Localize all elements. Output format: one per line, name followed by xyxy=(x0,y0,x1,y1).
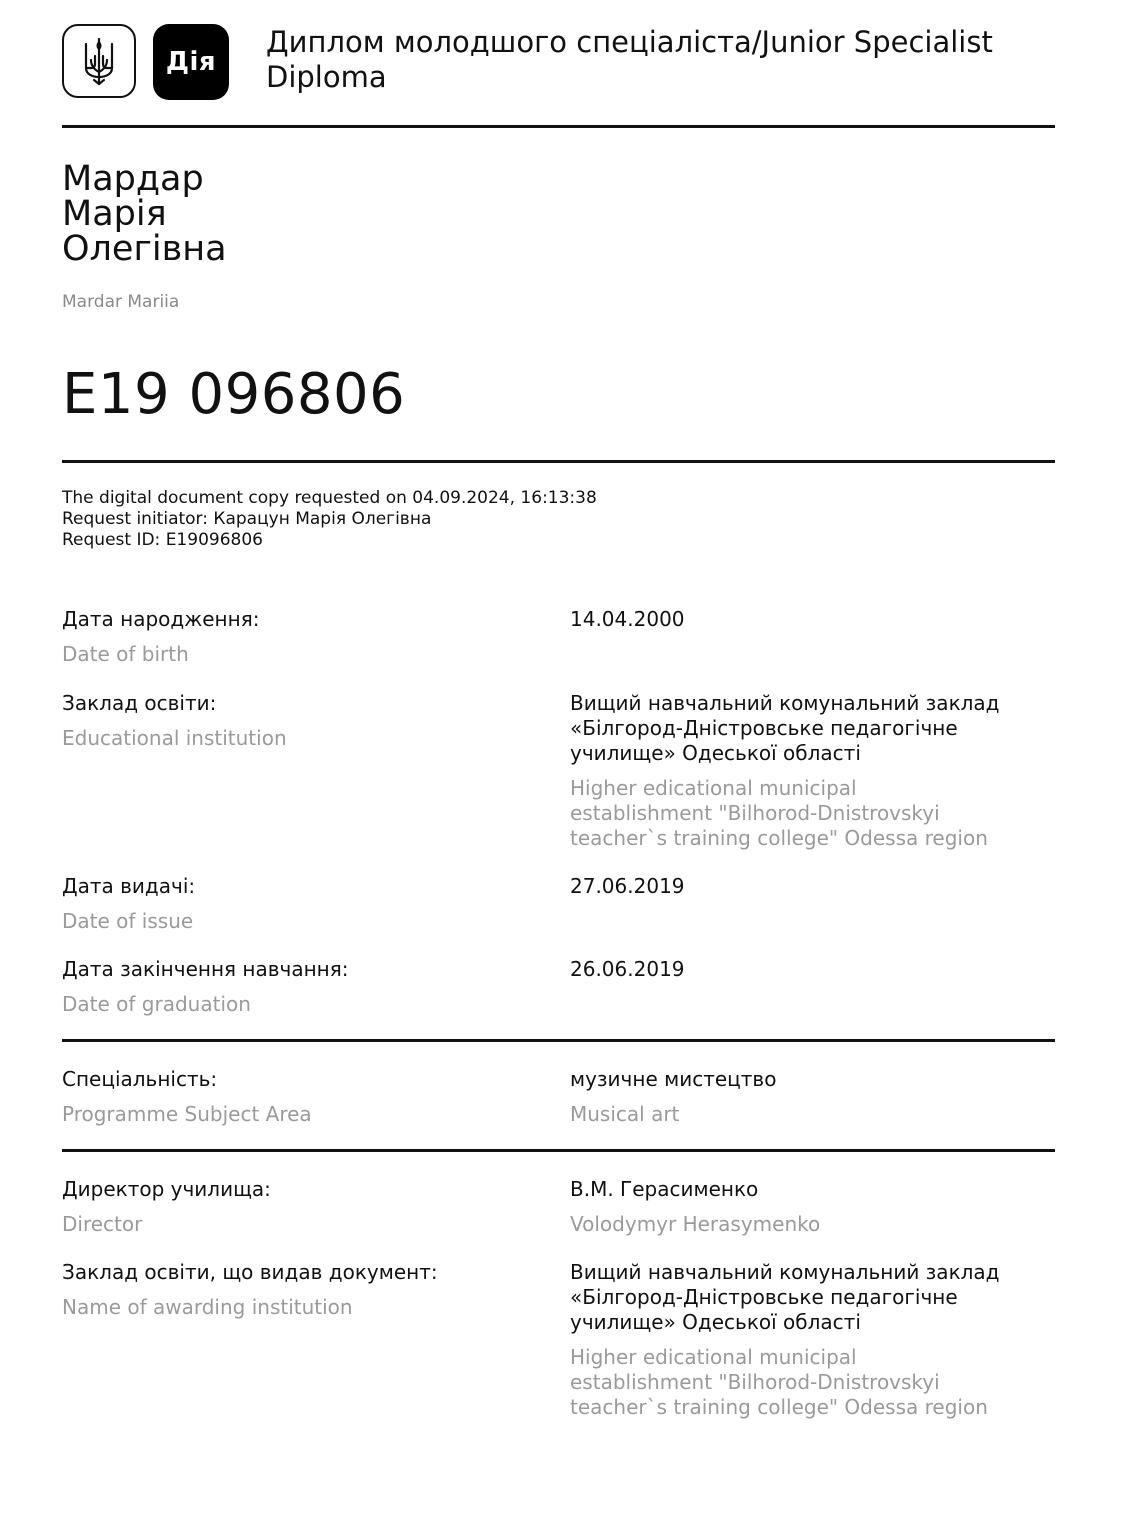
document-title-line2: Diploma xyxy=(266,60,387,94)
request-id: Request ID: E19096806 xyxy=(62,530,263,550)
request-date: The digital document copy requested on 04.09.2024, 16:13:38 xyxy=(62,488,597,508)
document-header xyxy=(62,24,1055,102)
value-line: Higher edicational municipal xyxy=(570,1345,857,1369)
field-date-of-graduation xyxy=(62,957,1055,1027)
value-line: «Білгород-Дністровське педагогічне xyxy=(570,716,958,740)
trident-icon xyxy=(62,24,136,98)
value-line: училище» Одеської області xyxy=(570,1310,861,1334)
field-awarding-institution xyxy=(62,1260,1055,1430)
field-date-of-issue xyxy=(62,874,1055,944)
holder-patronymic: Олегівна xyxy=(62,229,227,269)
value-line: «Білгород-Дністровське педагогічне xyxy=(570,1285,958,1309)
field-value: музичне мистецтво xyxy=(570,1067,777,1091)
field-value-en: Volodymyr Herasymenko xyxy=(570,1212,821,1236)
holder-name xyxy=(62,159,227,269)
value-line: establishment "Bilhorod-Dnistrovskyi xyxy=(570,801,940,825)
field-label-en: Date of issue xyxy=(62,909,194,933)
field-label: Спеціальність: xyxy=(62,1067,218,1091)
field-value xyxy=(570,691,1055,766)
number-divider xyxy=(62,460,1055,463)
document-number: E19 096806 xyxy=(62,362,406,427)
request-initiator: Request initiator: Карацун Марія Олегівна xyxy=(62,509,432,529)
field-value: В.М. Герасименко xyxy=(570,1177,759,1201)
holder-name-latin: Mardar Mariia xyxy=(62,292,180,312)
field-value: 27.06.2019 xyxy=(570,874,685,898)
value-line: Вищий навчальний комунальний заклад xyxy=(570,1260,1000,1284)
document-title-line1: Диплом молодшого спеціаліста/Junior Specialist xyxy=(266,25,993,59)
field-date-of-birth xyxy=(62,607,1055,677)
value-line: establishment "Bilhorod-Dnistrovskyi xyxy=(570,1370,940,1394)
field-label-en: Date of graduation xyxy=(62,992,251,1016)
field-label-en: Name of awarding institution xyxy=(62,1295,353,1319)
field-value: 14.04.2000 xyxy=(570,607,685,631)
field-label: Дата народження: xyxy=(62,607,260,631)
document-title xyxy=(266,25,1066,95)
holder-surname: Мардар xyxy=(62,159,204,199)
request-info xyxy=(62,488,597,551)
value-line: teacher`s training college" Odessa region xyxy=(570,1395,988,1419)
header-divider xyxy=(62,125,1055,128)
holder-given-name: Марія xyxy=(62,194,167,234)
field-label: Дата видачі: xyxy=(62,874,196,898)
field-label: Заклад освіти: xyxy=(62,691,217,715)
field-label: Дата закінчення навчання: xyxy=(62,957,349,981)
value-line: Вищий навчальний комунальний заклад xyxy=(570,691,1000,715)
field-educational-institution xyxy=(62,691,1055,861)
field-label: Заклад освіти, що видав документ: xyxy=(62,1260,438,1284)
field-label-en: Date of birth xyxy=(62,642,189,666)
field-value-en xyxy=(570,776,1055,851)
field-value xyxy=(570,1260,1055,1335)
field-label-en: Educational institution xyxy=(62,726,287,750)
field-label-en: Director xyxy=(62,1212,143,1236)
field-speciality xyxy=(62,1067,1055,1137)
diia-logo-text: Дія xyxy=(165,47,217,77)
value-line: училище» Одеської області xyxy=(570,741,861,765)
field-label-en: Programme Subject Area xyxy=(62,1102,312,1126)
field-director xyxy=(62,1177,1055,1247)
trident-icon-graphic xyxy=(82,36,116,86)
field-label: Директор училища: xyxy=(62,1177,271,1201)
field-value-en: Musical art xyxy=(570,1102,680,1126)
diia-logo xyxy=(153,24,229,100)
section-divider xyxy=(62,1149,1055,1152)
field-value: 26.06.2019 xyxy=(570,957,685,981)
value-line: teacher`s training college" Odessa region xyxy=(570,826,988,850)
value-line: Higher edicational municipal xyxy=(570,776,857,800)
section-divider xyxy=(62,1039,1055,1042)
field-value-en xyxy=(570,1345,1055,1420)
